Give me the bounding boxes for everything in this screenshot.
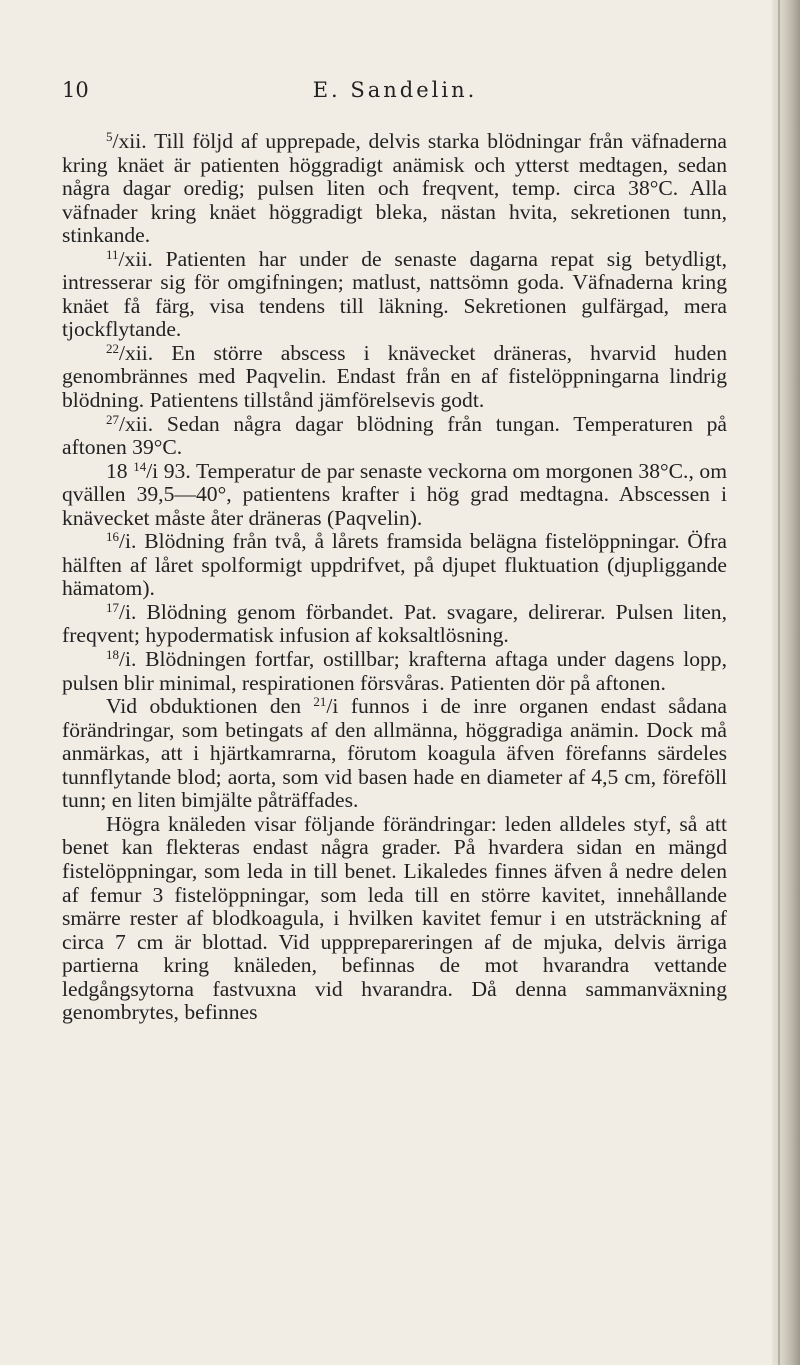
paragraph-text: En större abscess i knävecket dräneras, hvarvid huden genombrännes med Paqvelin. Endast från en af fistelöppningarna lindrig blödning. Patientens tillstånd jämförelsevis godt. bbox=[62, 340, 727, 413]
paragraph-14-i-93 bbox=[62, 460, 727, 531]
paragraph-17-i bbox=[62, 601, 727, 648]
date-day: 27 bbox=[106, 411, 119, 427]
paragraph-text: Blödning från två, å lårets framsida belägna fistelöppningar. Öfra hälften af låret spolformigt uppdrifvet, på djupet fluktuation (djupliggande hämatom). bbox=[62, 529, 727, 601]
paragraph-text: funnos i de inre organen endast sådana förändringar, som betingats af den allmänna, höggradiga anämin. Dock må anmärkas, att i hjärtkamrarna, förutom koagula äfven förefanns särdeles tunnflytande blod; aorta, som vid basen hade en diameter af 4,5 cm, föreföll tunn; en liten bimjälte påträffades. bbox=[62, 694, 727, 813]
paragraph-text: Högra knäleden visar följande förändringar: leden alldeles styf, så att benet kan flekteras endast några grader. På hvardera sidan en mängd fistelöppningar, som leda in till benet. Likaledes finnes äfven å nedre delen af femur 3 fistelöppningar, som leda till en större kavitet, innehållande smärre rester af blodkoagula, i hvilken kavitet femur i en utsträckning af circa 7 cm är blottad. Vid uppprepareringen af de mjuka, delvis ärriga partierna kring knäleden, befinnas de mot hvarandra vettande ledgångsytorna fastvuxna vid hvarandra. Då denna sammanväxning genombrytes, befinnes bbox=[62, 811, 727, 1025]
page-edge-shadow bbox=[772, 0, 800, 1365]
paragraph-text: Till följd af upprepade, delvis starka blödningar från väfnaderna kring knäet är patienten höggradigt anämisk och ytterst medtagen, sedan några dagar oredig; pulsen liten och freqvent, temp. circa 38°C. Alla väfnader kring knäet höggradigt bleka, nästan hvita, sekretionen tunn, stinkande. bbox=[62, 129, 727, 248]
paragraph-knaleden bbox=[62, 813, 727, 1025]
paragraph-text: Blödning genom förbandet. Pat. svagare, delirerar. Pulsen liten, freqvent; hypodermatisk infusion af koksaltlösning. bbox=[62, 599, 727, 648]
date-month: /i. bbox=[119, 647, 137, 672]
date-month: /i. bbox=[119, 529, 137, 554]
date-month: /i bbox=[326, 694, 339, 719]
date-day: 14 bbox=[133, 458, 147, 474]
page-header bbox=[62, 78, 728, 108]
paragraph-text: Temperatur de par senaste veckorna om morgonen 38°C., om qvällen 39,5—40°, patientens krafter i hög grad medtagna. Abscessen i knävecket måste åter dräneras (Paqvelin). bbox=[62, 458, 728, 530]
paragraph-text: Patienten har under de senaste dagarna repat sig betydligt, intresserar sig för omgifningen; matlust, nattsömn goda. Väfnaderna kring knäet få färg, visa tendens till läkning. Sekretionen gulfärgad, mera tjockflytande. bbox=[62, 246, 727, 342]
body-text bbox=[62, 130, 727, 1025]
date-day: 11 bbox=[106, 246, 119, 262]
paragraph-27-xii bbox=[62, 413, 727, 460]
page-number: 10 bbox=[62, 78, 89, 102]
date-day: 18 bbox=[106, 647, 119, 663]
paragraph-18-i bbox=[62, 648, 727, 695]
date-month: /xii. bbox=[118, 246, 153, 271]
date-day: 5 bbox=[106, 129, 113, 144]
date-day: 22 bbox=[106, 340, 119, 356]
date-month: /i. bbox=[119, 599, 137, 624]
date-prefix: 18 bbox=[106, 458, 128, 483]
date-day: 17 bbox=[106, 599, 119, 615]
date-day: 21 bbox=[313, 694, 327, 710]
paragraph-text: Blödningen fortfar, ostillbar; krafterna aftaga under dagens lopp, pulsen blir minimal, respirationen försvåras. Patienten dör på aftonen. bbox=[62, 647, 727, 695]
date-month: /xii. bbox=[119, 340, 154, 365]
paragraph-16-i bbox=[62, 530, 727, 601]
date-month: /i 93. bbox=[146, 458, 191, 483]
date-month: /xii. bbox=[112, 129, 147, 153]
paragraph-5-xii bbox=[62, 130, 727, 248]
date-day: 16 bbox=[106, 529, 119, 545]
running-head: E. Sandelin. bbox=[312, 78, 478, 102]
paragraph-lead: Vid obduktionen den bbox=[106, 694, 314, 719]
paragraph-obduktion bbox=[62, 695, 727, 813]
paragraph-22-xii bbox=[62, 342, 727, 413]
paragraph-text: Sedan några dagar blödning från tungan. Temperaturen på aftonen 39°C. bbox=[62, 411, 727, 460]
paragraph-11-xii bbox=[62, 248, 727, 342]
date-month: /xii. bbox=[119, 411, 154, 436]
